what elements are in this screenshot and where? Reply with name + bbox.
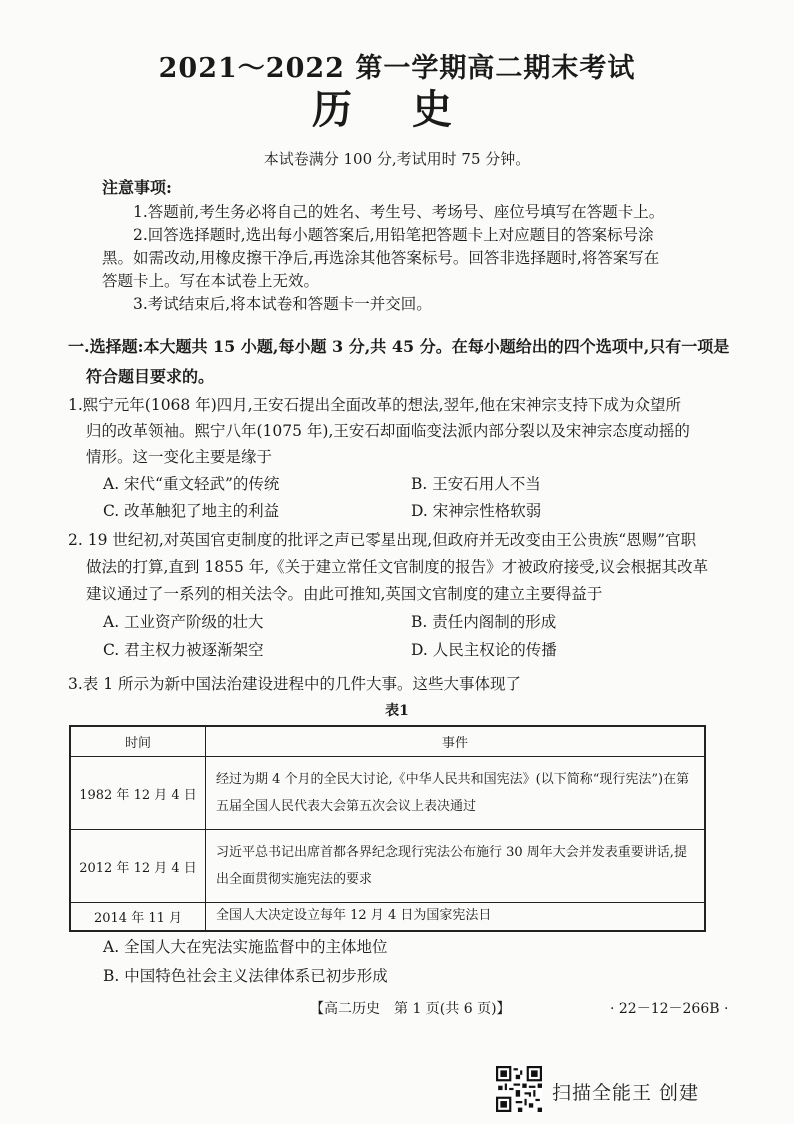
column-header-time: 时间 xyxy=(70,726,206,757)
question-2-text: 2. 19 世纪初,对英国官吏制度的批评之声已零星出现,但政府并无改变由王公贵族“恩赐”官职 xyxy=(68,531,697,549)
score-info: 本试卷满分 100 分,考试用时 75 分钟。 xyxy=(263,150,531,168)
table-row xyxy=(70,903,705,931)
page-footer: 【高二历史 第 1 页(共 6 页)】 xyxy=(310,1001,511,1017)
table-header-row xyxy=(70,726,705,757)
question-2-text: 做法的打算,直到 1855 年,《关于建立常任文官制度的报告》才被政府接受,议会根据其改革 xyxy=(86,558,709,576)
note-line: 1.答题前,考生务必将自己的姓名、考生号、考场号、座位号填写在答题卡上。 xyxy=(133,203,665,221)
note-line: 答题卡上。写在本试卷上无效。 xyxy=(102,272,320,290)
table-row xyxy=(70,757,705,830)
scanner-watermark: 扫描全能王 创建 xyxy=(552,1082,700,1104)
table-cell-time: 2012 年 12 月 4 日 xyxy=(70,830,206,903)
notes-heading: 注意事项: xyxy=(102,178,172,197)
table-cell-event: 习近平总书记出席首都各界纪念现行宪法公布施行 30 周年大会并发表重要讲话,提出全面贯彻实施宪法的要求 xyxy=(206,830,706,903)
note-line: 2.回答选择题时,选出每小题答案后,用铅笔把答题卡上对应题目的答案标号涂 xyxy=(133,226,654,244)
table-cell-event: 经过为期 4 个月的全民大讨论,《中华人民共和国宪法》(以下简称“现行宪法”)在第五届全国人民代表大会第五次会议上表决通过 xyxy=(206,757,706,830)
option-b: B. 中国特色社会主义法律体系已初步形成 xyxy=(103,967,388,985)
paper-code: · 22－12－266B · xyxy=(610,1001,729,1017)
table-cell-event: 全国人大决定设立每年 12 月 4 日为国家宪法日 xyxy=(206,903,706,931)
option-d: D. 宋神宗性格软弱 xyxy=(411,502,542,520)
table-cell-time: 1982 年 12 月 4 日 xyxy=(70,757,206,830)
option-b: B. 王安石用人不当 xyxy=(411,475,541,493)
table-row xyxy=(70,830,705,903)
note-line: 黑。如需改动,用橡皮擦干净后,再选涂其他答案标号。回答非选择题时,将答案写在 xyxy=(102,249,660,267)
events-table xyxy=(69,725,706,932)
qr-code-icon xyxy=(496,1066,542,1112)
question-1-text: 1.熙宁元年(1068 年)四月,王安石提出全面改革的想法,翌年,他在宋神宗支持下成为众望所 xyxy=(68,396,682,414)
question-2-text: 建议通过了一系列的相关法令。由此可推知,英国文官制度的建立主要得益于 xyxy=(86,585,603,603)
section-heading: 一.选择题:本大题共 15 小题,每小题 3 分,共 45 分。在每小题给出的四个选项中,只有一项是 xyxy=(68,337,730,356)
option-b: B. 责任内阁制的形成 xyxy=(411,613,557,631)
option-c: C. 君主权力被逐渐架空 xyxy=(103,641,264,659)
note-line: 3.考试结束后,将本试卷和答题卡一并交回。 xyxy=(133,295,432,313)
option-a: A. 工业资产阶级的壮大 xyxy=(103,613,264,631)
option-c: C. 改革触犯了地主的利益 xyxy=(103,502,280,520)
option-d: D. 人民主权论的传播 xyxy=(411,641,557,659)
option-a: A. 宋代“重文轻武”的传统 xyxy=(103,475,280,493)
question-1-text: 归的改革领袖。熙宁八年(1075 年),王安石却面临变法派内部分裂以及宋神宗态度动摇的 xyxy=(86,422,690,440)
table-caption: 表1 xyxy=(385,703,409,719)
column-header-event: 事件 xyxy=(206,726,706,757)
table-cell-time: 2014 年 11 月 xyxy=(70,903,206,931)
subject-title: 历史 xyxy=(312,86,512,133)
section-heading: 符合题目要求的。 xyxy=(86,367,215,386)
exam-title: 2021～2022 第一学期高二期末考试 xyxy=(158,53,636,84)
question-3-text: 3.表 1 所示为新中国法治建设进程中的几件大事。这些大事体现了 xyxy=(68,675,522,693)
option-a: A. 全国人大在宪法实施监督中的主体地位 xyxy=(103,938,388,956)
question-1-text: 情形。这一变化主要是缘于 xyxy=(86,448,273,466)
